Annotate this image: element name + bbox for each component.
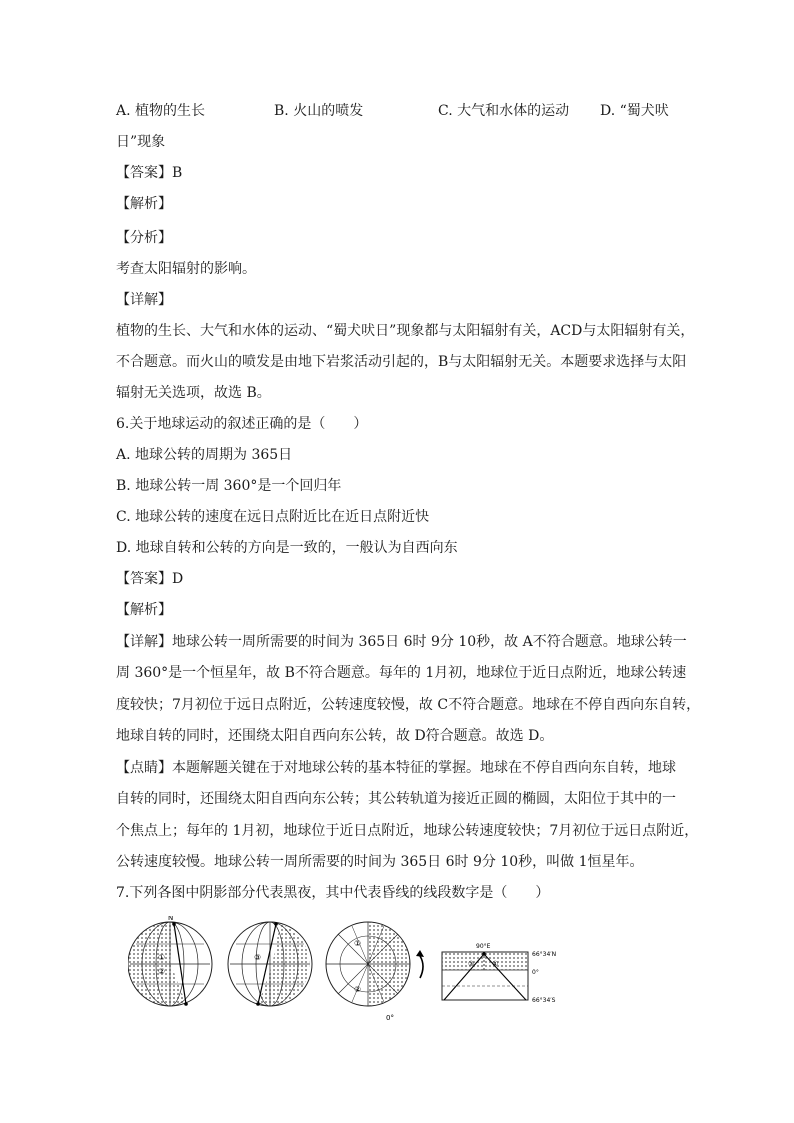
q5-option-a: A. 植物的生长 [116, 103, 206, 119]
q5-option-c: C. 大气和水体的运动 [438, 103, 570, 119]
q5-option-d-cont: 日”现象 [116, 134, 166, 150]
q6-option-d: D. 地球自转和公转的方向是一致的，一般认为自西向东 [116, 540, 458, 556]
degree-label: 0° [386, 1014, 394, 1022]
figure-1-globe [128, 916, 212, 1006]
line-number-label: ③ [254, 953, 262, 962]
figure-3-polar [326, 922, 424, 1022]
q6-option-c: C. 地球公转的速度在远日点附近比在近日点附近快 [116, 509, 430, 525]
line-number-label: ② [354, 985, 362, 994]
line-number-label: ④ [492, 960, 499, 968]
equator-label: 0° [532, 969, 539, 976]
q6-dianjing-line: 【点睛】本题解题关键在于对地球公转的基本特征的掌握。地球在不停自西向东自转，地球 [116, 760, 676, 776]
longitude-label: 90°E [476, 943, 491, 950]
q5-detail-line: 辐射无关选项，故选 B。 [116, 385, 271, 401]
q6-jiexi-label: 【解析】 [116, 602, 172, 618]
q6-dianjing-line: 个焦点上；每年的 1月初，地球位于近日点附近，地球公转速度较快；7月初位于远日点附近， [116, 823, 699, 839]
figure-2-globe [228, 922, 312, 1006]
q5-jiexi-label: 【解析】 [116, 196, 172, 212]
latitude-s-label: 66°34′S [532, 997, 556, 1004]
figure-4-map [442, 943, 556, 1004]
q5-xiangjie-label: 【详解】 [116, 292, 172, 308]
q6-option-a: A. 地球公转的周期为 365日 [116, 447, 293, 463]
q5-detail-line: 不合题意。而火山的喷发是由地下岩浆活动引起的，B与太阳辐射无关。本题要求选择与太阳 [116, 354, 687, 370]
q5-fenxi-label: 【分析】 [116, 230, 172, 246]
q7-question: 7.下列各图中阴影部分代表黑夜，其中代表昏线的线段数字是（ ） [116, 885, 550, 901]
q5-option-b: B. 火山的喷发 [274, 103, 364, 119]
north-label: N [168, 916, 174, 922]
line-number-label: ② [158, 967, 166, 976]
q6-question: 6.关于地球运动的叙述正确的是（ ） [116, 416, 368, 432]
q5-fenxi-text: 考查太阳辐射的影响。 [116, 261, 256, 277]
q7-figures [128, 916, 568, 1026]
line-number-label: ① [354, 939, 362, 948]
q5-detail-line: 植物的生长、大气和水体的运动、“蜀犬吠日”现象都与太阳辐射有关，ACD与太阳辐射有关， [116, 323, 695, 339]
q6-detail-line: 周 360°是一个恒星年，故 B不符合题意。每年的 1月初，地球位于近日点附近，地球公转速 [116, 665, 687, 681]
q6-detail-line: 度较快；7月初位于远日点附近，公转速度较慢，故 C不符合题意。地球在不停自西向东自转， [116, 697, 701, 713]
q5-option-d: D. “蜀犬吠 [600, 103, 669, 119]
q6-dianjing-line: 公转速度较慢。地球公转一周所需要的时间为 365日 6时 9分 10秒，叫做 1恒星年。 [116, 854, 644, 870]
q6-answer: 【答案】D [116, 571, 184, 587]
q7-diagram-set [128, 916, 568, 1026]
q6-dianjing-line: 自转的同时，还围绕太阳自西向东公转；其公转轨道为接近正圆的椭圆，太阳位于其中的一 [116, 791, 676, 807]
latitude-n-label: 66°34′N [532, 951, 557, 958]
q5-answer: 【答案】B [116, 165, 183, 181]
line-number-label: ① [158, 953, 166, 962]
q6-option-b: B. 地球公转一周 360°是一个回归年 [116, 478, 342, 494]
q6-detail-line: 地球自转的同时，还围绕太阳自西向东公转，故 D符合题意。故选 D。 [116, 728, 554, 744]
q6-detail-line: 【详解】地球公转一周所需要的时间为 365日 6时 9分 10秒，故 A不符合题意。地球公转一 [116, 634, 687, 650]
line-number-label: ③ [468, 960, 475, 968]
